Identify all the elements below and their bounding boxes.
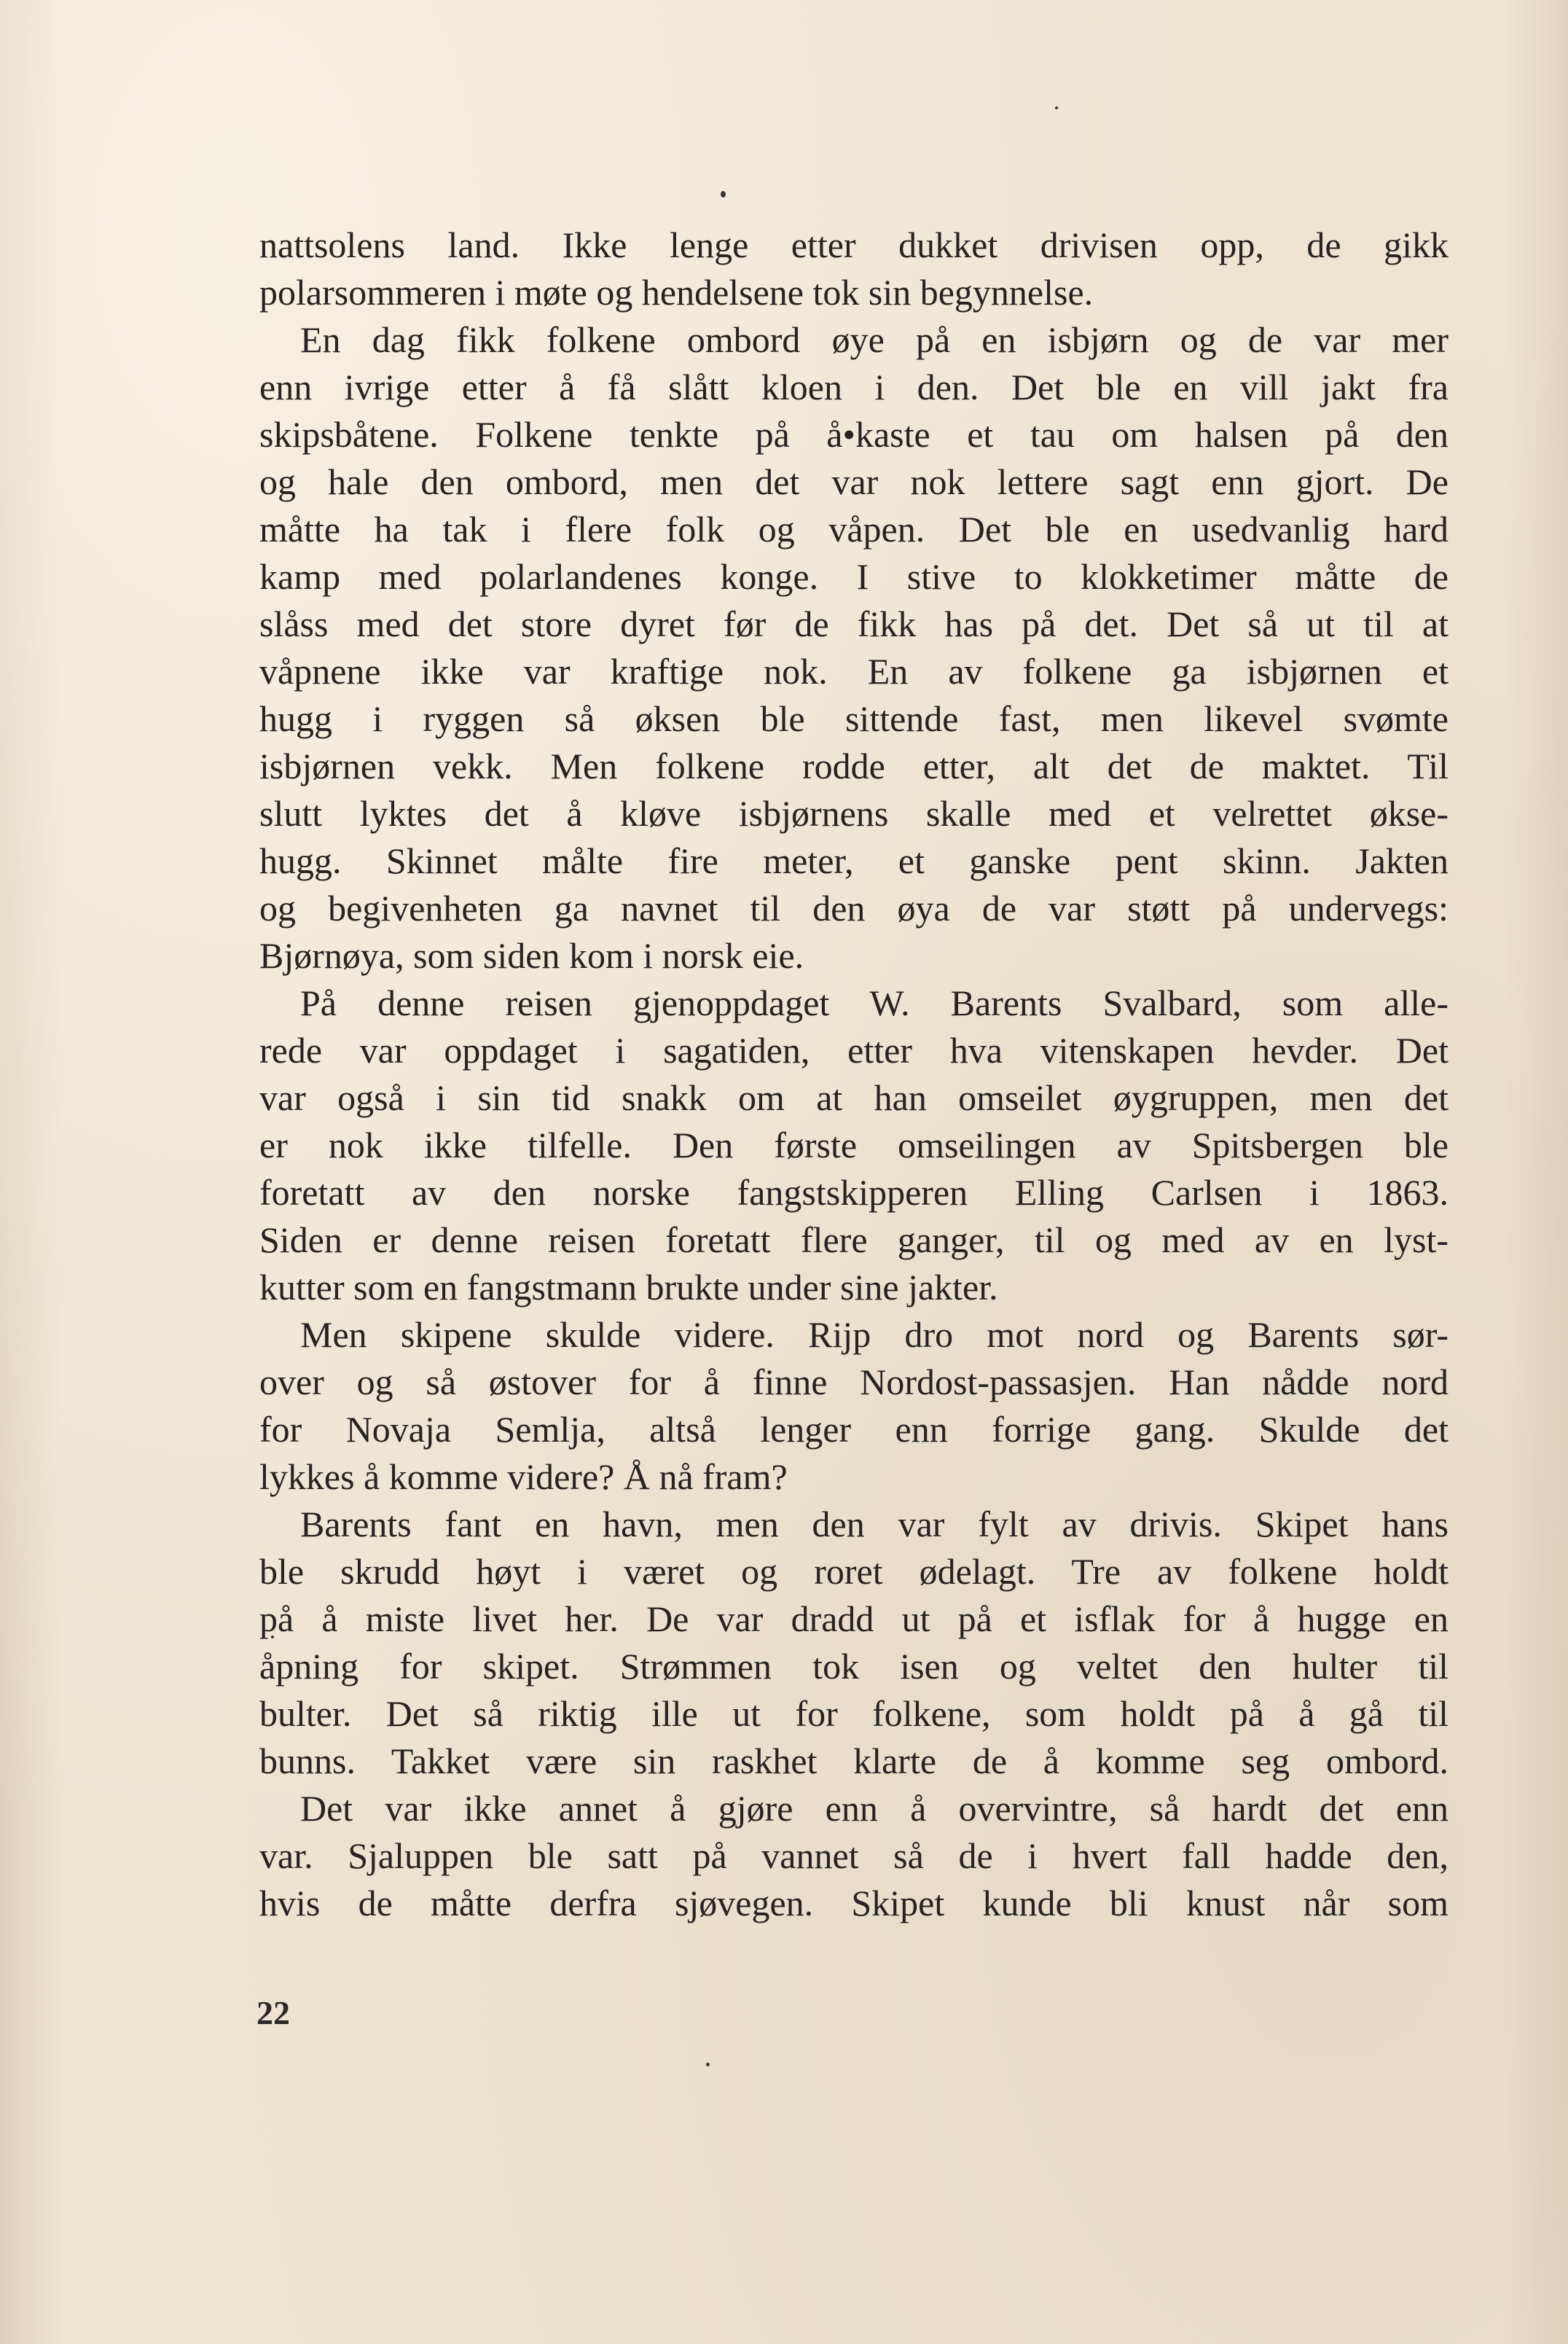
text-line: for Novaja Semlja, altså lenger enn forrige gang. Skulde det	[259, 1409, 1449, 1450]
text-line: hugg. Skinnet målte fire meter, et ganske pent skinn. Jakten	[259, 840, 1449, 881]
text-line: Barents fant en havn, men den var fylt av drivis. Skipet hans	[300, 1504, 1449, 1544]
text-line: nattsolens land. Ikke lenge etter dukket drivisen opp, de gikk	[259, 224, 1449, 265]
text-line: kutter som en fangstmann brukte under sine jakter.	[259, 1267, 998, 1308]
print-speck	[721, 191, 726, 198]
text-line: kamp med polarlandenes konge. I stive to klokketimer måtte de	[259, 556, 1449, 597]
text-line: over og så østover for å finne Nordost-passasjen. Han nådde nord	[259, 1362, 1449, 1402]
text-line: og begivenheten ga navnet til den øya de var støtt på undervegs:	[259, 888, 1449, 929]
text-line: isbjørnen vekk. Men folkene rodde etter, alt det de maktet. Til	[259, 746, 1449, 786]
text-line: hugg i ryggen så øksen ble sittende fast, men likevel svømte	[259, 698, 1449, 739]
text-line: En dag fikk folkene ombord øye på en isbjørn og de var mer	[300, 319, 1449, 360]
print-speck	[1055, 106, 1058, 109]
text-line: Det var ikke annet å gjøre enn å overvintre, så hardt det enn	[300, 1788, 1449, 1829]
text-line: polarsommeren i møte og hendelsene tok sin begynnelse.	[259, 272, 1094, 313]
print-speck	[706, 2063, 710, 2066]
text-line: er nok ikke tilfelle. Den første omseilingen av Spitsbergen ble	[259, 1125, 1449, 1165]
text-line: enn ivrige etter å få slått kloen i den. Det ble en vill jakt fra	[259, 367, 1449, 407]
text-line: bulter. Det så riktig ille ut for folkene, som holdt på å gå til	[259, 1693, 1449, 1734]
text-line: skipsbåtene. Folkene tenkte på å•kaste et tau om halsen på den	[259, 414, 1449, 455]
text-line: slutt lyktes det å kløve isbjørnens skalle med et velrettet økse-	[259, 793, 1449, 834]
text-line: var. Sjaluppen ble satt på vannet så de i hvert fall hadde den,	[259, 1835, 1449, 1876]
text-line: på å miste livet her. De var dradd ut på et isflak for å hugge en	[259, 1598, 1449, 1639]
text-line: Men skipene skulde videre. Rijp dro mot nord og Barents sør-	[300, 1314, 1449, 1355]
text-line: åpning for skipet. Strømmen tok isen og veltet den hulter til	[259, 1646, 1449, 1687]
text-line: bunns. Takket være sin raskhet klarte de å komme seg ombord.	[259, 1741, 1449, 1781]
text-line: lykkes å komme videre? Å nå fram?	[259, 1456, 788, 1497]
text-line: foretatt av den norske fangstskipperen Elling Carlsen i 1863.	[259, 1172, 1449, 1213]
text-line: måtte ha tak i flere folk og våpen. Det ble en usedvanlig hard	[259, 509, 1449, 550]
text-line: Bjørnøya, som siden kom i norsk eie.	[259, 935, 804, 976]
text-line: ble skrudd høyt i været og roret ødelagt. Tre av folkene holdt	[259, 1551, 1449, 1592]
text-line: var også i sin tid snakk om at han omseilet øygruppen, men det	[259, 1077, 1449, 1118]
text-line: og hale den ombord, men det var nok lettere sagt enn gjort. De	[259, 461, 1449, 502]
page-number: 22	[256, 1994, 290, 2031]
text-line: hvis de måtte derfra sjøvegen. Skipet kunde bli knust når som	[259, 1883, 1449, 1923]
text-line: rede var oppdaget i sagatiden, etter hva vitenskapen hevder. Det	[259, 1030, 1449, 1071]
text-line: våpnene ikke var kraftige nok. En av folkene ga isbjørnen et	[259, 651, 1449, 692]
text-line: På denne reisen gjenoppdaget W. Barents Svalbard, som alle-	[300, 982, 1449, 1023]
body-text	[259, 222, 1449, 1927]
text-line: Siden er denne reisen foretatt flere ganger, til og med av en lyst-	[259, 1219, 1449, 1260]
text-line: slåss med det store dyret før de fikk has på det. Det så ut til at	[259, 603, 1449, 644]
